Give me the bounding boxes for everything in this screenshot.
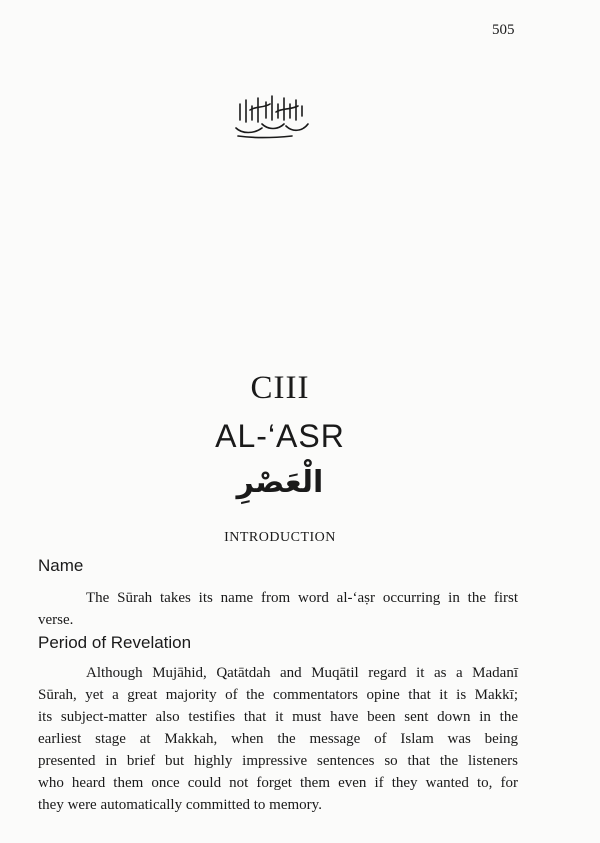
section-heading-name: Name xyxy=(38,556,84,575)
paragraph-name xyxy=(38,587,518,631)
paragraph-line: its subject-matter also testifies that it must have been sent down in the xyxy=(38,709,518,725)
paragraph-line: The Sūrah takes its name from word al-‘aṣr occurring in the first xyxy=(86,590,518,606)
introduction-heading: INTRODUCTION xyxy=(224,530,336,545)
paragraph-line: presented in brief but highly impressive sentences so that the listeners xyxy=(38,753,518,769)
paragraph-line: verse. xyxy=(38,612,74,628)
paragraph-line: Sūrah, yet a great majority of the commentators opine that it is Makkī; xyxy=(38,687,518,703)
surah-arabic-title: الْعَصْرِ xyxy=(236,465,324,500)
paragraph-line: Although Mujāhid, Qatātdah and Muqātil regard it as a Madanī xyxy=(86,665,518,681)
surah-title: AL-‘ASR xyxy=(215,418,345,454)
paragraph-period xyxy=(38,662,518,816)
paragraph-line: who heard them once could not forget them even if they wanted to, for xyxy=(38,775,518,791)
surah-number: CIII xyxy=(250,370,310,406)
paragraph-line: earliest stage at Makkah, when the message of Islam was being xyxy=(38,731,518,747)
section-heading-period: Period of Revelation xyxy=(38,633,192,652)
page-number: 505 xyxy=(492,22,515,38)
paragraph-line: they were automatically committed to memory. xyxy=(38,797,322,813)
bismillah-calligraphy xyxy=(232,90,312,140)
